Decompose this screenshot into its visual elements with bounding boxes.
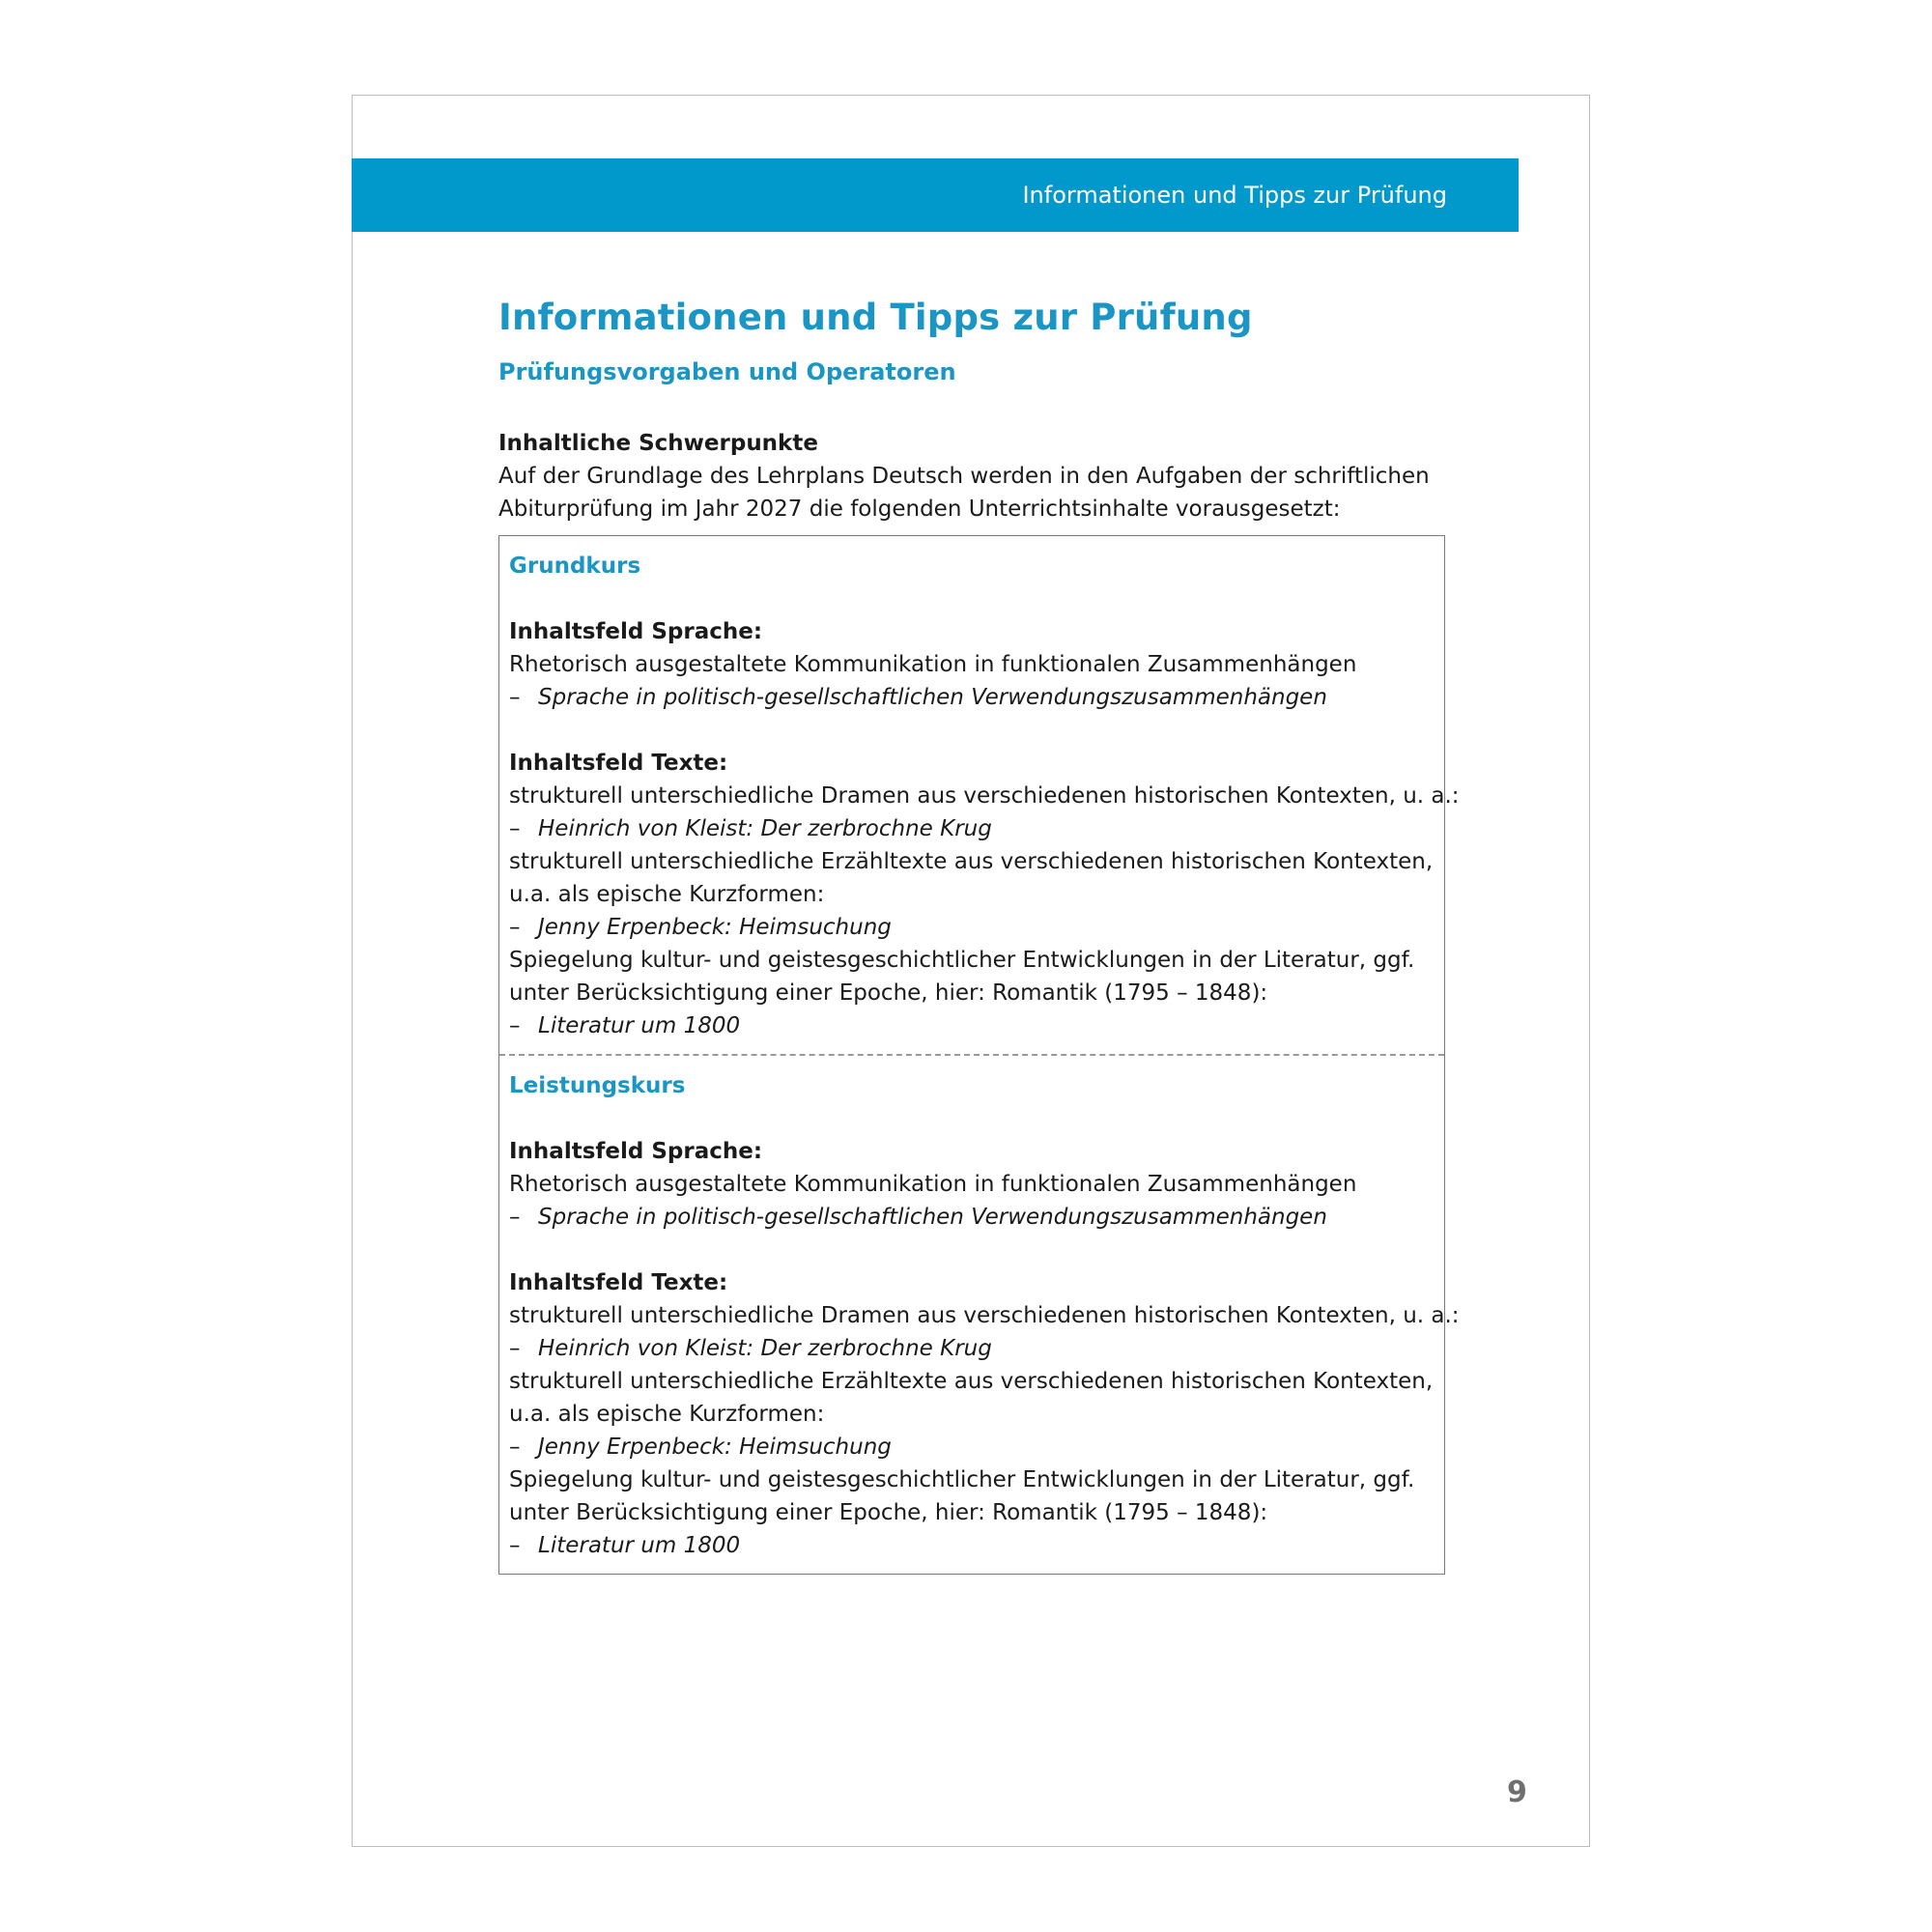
list-item-text: Jenny Erpenbeck: Heimsuchung [538, 1435, 892, 1460]
list-item-text: Heinrich von Kleist: Der zerbrochne Krug [538, 1336, 992, 1361]
list-item-text: Heinrich von Kleist: Der zerbrochne Krug [538, 816, 992, 841]
grundkurs-spiegel-line-2: unter Berücksichtigung einer Epoche, hier: Romantik (1795 – 1848): [509, 980, 1268, 1006]
leistungskurs-dramen-text: strukturell unterschiedliche Dramen aus verschiedenen historischen Kontexten, u. a.: [509, 1303, 1460, 1328]
leistungskurs-erzaehl-line-2: u.a. als epische Kurzformen: [509, 1402, 825, 1427]
leistungskurs-sprache-item [509, 1201, 1435, 1234]
list-item-text: Sprache in politisch-gesellschaftlichen Verwendungszusammenhängen [538, 1205, 1327, 1230]
dash-marker: – [509, 1435, 521, 1460]
grundkurs-dramen-item [509, 812, 1435, 845]
leistungskurs-spiegel-line-2: unter Berücksichtigung einer Epoche, hier: Romantik (1795 – 1848): [509, 1500, 1268, 1525]
content-box [498, 535, 1460, 1575]
leistungskurs-spiegel-line-1: Spiegelung kultur- und geistesgeschichtlicher Entwicklungen in der Literatur, ggf. [509, 1467, 1415, 1492]
list-item-text: Sprache in politisch-gesellschaftlichen Verwendungszusammenhängen [538, 685, 1327, 710]
page-subtitle: Prüfungsvorgaben und Operatoren [498, 358, 956, 385]
spacer [509, 1234, 1435, 1266]
intro-line-1: Auf der Grundlage des Lehrplans Deutsch werden in den Aufgaben der schriftlichen [498, 464, 1430, 489]
main-content [498, 290, 1460, 1575]
leistungskurs-erzaehl-item [509, 1431, 1435, 1463]
dash-marker: – [509, 685, 521, 710]
list-item-text: Jenny Erpenbeck: Heimsuchung [538, 915, 892, 940]
dash-marker: – [509, 1205, 521, 1230]
list-item-text: Literatur um 1800 [538, 1013, 741, 1038]
dash-marker: – [509, 1336, 521, 1361]
header-band [352, 158, 1519, 232]
leistungskurs-spiegel-item [509, 1529, 1435, 1562]
grundkurs-erzaehl-line-1: strukturell unterschiedliche Erzähltexte aus verschiedenen historischen Kontexten, [509, 849, 1434, 874]
leistungskurs-label: Leistungskurs [509, 1073, 686, 1098]
grundkurs-sprache-title: Inhaltsfeld Sprache: [509, 619, 763, 644]
grundkurs-sprache-text: Rhetorisch ausgestaltete Kommunikation in funktionalen Zusammenhängen [509, 652, 1357, 677]
leistungskurs-texte-title: Inhaltsfeld Texte: [509, 1270, 728, 1295]
leistungskurs-sprache-title: Inhaltsfeld Sprache: [509, 1139, 763, 1164]
dash-marker: – [509, 1533, 521, 1558]
leistungskurs-sprache-text: Rhetorisch ausgestaltete Kommunikation in funktionalen Zusammenhängen [509, 1172, 1357, 1197]
grundkurs-erzaehl-item [509, 911, 1435, 944]
dash-marker: – [509, 816, 521, 841]
grundkurs-texte-title: Inhaltsfeld Texte: [509, 751, 728, 776]
grundkurs-sprache-item [509, 681, 1435, 714]
intro-line-2: Abiturprüfung im Jahr 2027 die folgenden Unterrichtsinhalte vorausgesetzt: [498, 497, 1341, 522]
section-heading: Inhaltliche Schwerpunkte [498, 431, 818, 456]
leistungskurs-dramen-item [509, 1332, 1435, 1365]
grundkurs-erzaehl-line-2: u.a. als epische Kurzformen: [509, 882, 825, 907]
spacer [509, 714, 1435, 747]
header-band-title: Informationen und Tipps zur Prüfung [1022, 182, 1447, 209]
dash-marker: – [509, 915, 521, 940]
grundkurs-dramen-text: strukturell unterschiedliche Dramen aus verschiedenen historischen Kontexten, u. a.: [509, 783, 1460, 809]
grundkurs-label: Grundkurs [509, 554, 641, 579]
leistungskurs-section [499, 1056, 1460, 1574]
list-item-text: Literatur um 1800 [538, 1533, 741, 1558]
grundkurs-spiegel-line-1: Spiegelung kultur- und geistesgeschichtlicher Entwicklungen in der Literatur, ggf. [509, 948, 1415, 973]
page-title: Informationen und Tipps zur Prüfung [498, 297, 1253, 338]
grundkurs-spiegel-item [509, 1009, 1435, 1042]
dash-marker: – [509, 1013, 521, 1038]
grundkurs-section [499, 536, 1460, 1054]
page-number: 9 [1507, 1776, 1527, 1809]
leistungskurs-erzaehl-line-1: strukturell unterschiedliche Erzähltexte aus verschiedenen historischen Kontexten, [509, 1369, 1434, 1394]
